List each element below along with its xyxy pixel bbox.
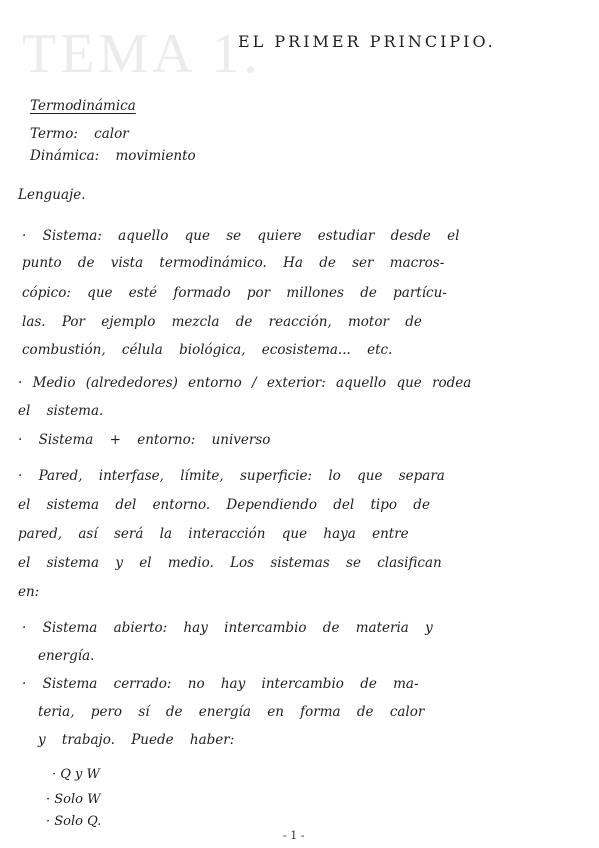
text-line: el sistema. [18, 403, 104, 419]
watermark-tema: TEMA 1. [22, 23, 262, 85]
heading-termodinamica: Termodinámica [30, 98, 136, 114]
text-line: · Sistema cerrado: no hay intercambio de ma- [22, 676, 419, 692]
text-line: el sistema del entorno. Dependiendo del tipo de [18, 497, 430, 513]
page-title: EL PRIMER PRINCIPIO. [238, 32, 496, 51]
definition-dinamica: Dinámica: movimiento [30, 148, 196, 164]
text-line: · Pared, interfase, límite, superficie: lo que separa [18, 468, 445, 484]
text-line: energía. [38, 648, 95, 664]
text-line: en: [18, 584, 40, 600]
list-item: · Q y W [52, 767, 100, 782]
page-number: - 1 - [283, 829, 305, 842]
text-line: combustión, célula biológica, ecosistema... etc. [22, 342, 393, 358]
text-line: · Medio (alrededores) entorno / exterior: aquello que rodea [18, 375, 472, 391]
list-item: · Solo W [46, 792, 101, 807]
list-item: · Solo Q. [46, 814, 102, 829]
heading-lenguaje: Lenguaje. [18, 187, 86, 203]
text-line: · Sistema + entorno: universo [18, 432, 271, 448]
text-line: · Sistema: aquello que se quiere estudiar desde el [22, 228, 460, 244]
text-line: cópico: que esté formado por millones de partícu- [22, 285, 447, 301]
definition-termo: Termo: calor [30, 126, 129, 142]
text-line: pared, así será la interacción que haya entre [18, 526, 409, 542]
text-line: punto de vista termodinámico. Ha de ser macros- [22, 255, 445, 271]
text-line: el sistema y el medio. Los sistemas se clasifican [18, 555, 442, 571]
text-line: teria, pero sí de energía en forma de calor [38, 704, 425, 720]
text-line: las. Por ejemplo mezcla de reacción, motor de [22, 314, 422, 330]
text-line: · Sistema abierto: hay intercambio de materia y [22, 620, 433, 636]
text-line: y trabajo. Puede haber: [38, 732, 235, 748]
